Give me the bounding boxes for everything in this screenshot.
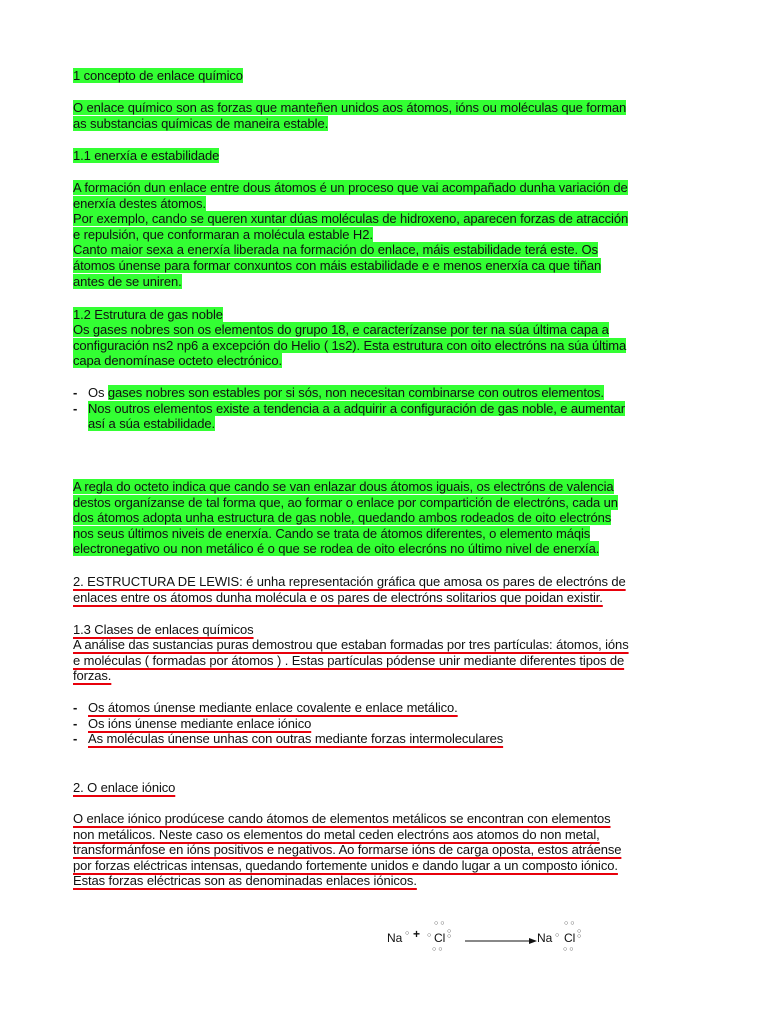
electron-dot-pair: ○○ bbox=[432, 946, 445, 953]
bullet-dash-icon: - bbox=[73, 400, 78, 416]
octet-rule-paragraph: A regla do octeto indica que cando se van enlazar dous átomos iguais, os electróns de valencia destos organízanse de tal forma que, ao formar o enlace por compartición de electróns, cada un dos átomos adopta unha estructura de gas noble, quedando ambos rodeados de oito electróns nos seus últimos niveis de enerxía. Cando se trata de átomos diferentes, o elemento máqis electronegativo ou non metálico é o que se rodea de oito elecróns no último nivel de enerxía. bbox=[73, 479, 618, 557]
plus-sign: + bbox=[413, 927, 421, 941]
electron-dot-pair: ○○ bbox=[434, 920, 447, 927]
section-1-1-paragraph: A formación dun enlace entre dous átomos é un proceso que vai acompañado dunha variación de enerxía destes átomos. Por exemplo, cando se queren xuntar dúas moléculas de hidroxeno, aparecen forzas de atracción e repulsión, que conformaran a molécula estable H2. Canto maior sexa a enerxía liberada na formación do enlace, máis estabilidade terá este. Os átomos únense para formar conxuntos con máis estabilidade e e menos enerxía ca que tiñan antes de se uniren. bbox=[73, 180, 629, 289]
electron-dot: ○ bbox=[427, 932, 432, 939]
lewis-structure-paragraph: 2. ESTRUCTURA DE LEWIS: é unha representación gráfica que amosa os pares de electróns de enlaces entre os átomos dunha molécula e os pares de electróns solitarios que poidan existir. bbox=[73, 574, 626, 605]
sodium-left-label: Na bbox=[387, 931, 403, 945]
list-item: - Nos outros elementos existe a tendencia a a adquirir a configuración de gas noble, e aumentar bbox=[73, 400, 626, 416]
ionic-bond-paragraph: O enlace iónico prodúcese cando átomos de elementos metálicos se encontran con elementos non metálicos. Neste caso os elementos do metal ceden electróns aos atomos do non metal, transformánfose en ións positivos e negativos. Ao formarse ións de carga oposta, estos atráense por forzas eléctricas intensas, quedando fortemente unidos e dando lugar a un composto iónico. Estas forzas eléctricas son as denominadas enlaces iónicos. bbox=[73, 811, 622, 889]
ionic-bond-lewis-diagram bbox=[385, 918, 615, 956]
section-1-2-paragraph: Os gases nobres son os elementos do grupo 18, e caracterízanse por ter na súa última capa a configuración ns2 np6 a excepción do Helio ( 1s2). Esta estrutura con oito electróns na súa última capa denomínase octeto electrónico. bbox=[73, 322, 627, 369]
bullet-dash-icon: - bbox=[73, 385, 78, 400]
section-1-3-bullet-list bbox=[73, 700, 693, 747]
section-1-2-bullet-list bbox=[73, 385, 693, 432]
section-1-3-heading: 1.3 Clases de enlaces químicos bbox=[73, 622, 254, 637]
list-item-continuation: así a súa estabilidade. bbox=[88, 416, 216, 432]
list-item: - Os ións únense mediante enlace iónico bbox=[73, 715, 312, 731]
chlorine-left-label: Cl bbox=[434, 931, 446, 945]
list-item: - Os átomos únense mediante enlace covalente e enlace metálico. bbox=[73, 700, 458, 715]
ionic-bond-heading: 2. O enlace iónico bbox=[73, 780, 176, 795]
section-1-2-heading: 1.2 Estrutura de gas noble bbox=[73, 307, 223, 322]
electron-dot: ○ bbox=[405, 930, 410, 937]
section-1-heading: 1 concepto de enlace químico bbox=[73, 68, 243, 83]
section-1-1-heading: 1.1 enerxía e estabilidade bbox=[73, 148, 220, 163]
electron-dot: ○ bbox=[555, 932, 560, 939]
section-1-paragraph: O enlace químico son as forzas que manteñen unidos aos átomos, ións ou moléculas que forman as substancias químicas de maneira estable. bbox=[73, 100, 627, 131]
electron-dot-pair: ○ ○ bbox=[447, 928, 452, 940]
section-1-3-paragraph: A análise das sustancias puras demostrou que estaban formadas por tres partículas: átomos, ións e moléculas ( formadas por átomos ) . Estas partículas pódense unir mediante diferentes tipos de forzas. bbox=[73, 637, 629, 684]
chlorine-right-label: Cl bbox=[564, 931, 576, 945]
bullet-dash-icon: - bbox=[73, 715, 78, 731]
list-item: - Os gases nobres son estables por si sós, non necesitan combinarse con outros elementos. bbox=[73, 385, 604, 400]
sodium-right-label: Na bbox=[537, 931, 553, 945]
reaction-arrow-icon bbox=[465, 936, 537, 946]
electron-dot-pair: ○○ bbox=[564, 920, 577, 927]
list-item: - As moléculas únense unhas con outras mediante forzas intermoleculares bbox=[73, 731, 504, 747]
bullet-dash-icon: - bbox=[73, 731, 78, 747]
electron-dot-pair: ○○ bbox=[563, 946, 576, 953]
bullet-dash-icon: - bbox=[73, 700, 78, 715]
electron-dot-pair: ○ ○ bbox=[577, 928, 582, 940]
